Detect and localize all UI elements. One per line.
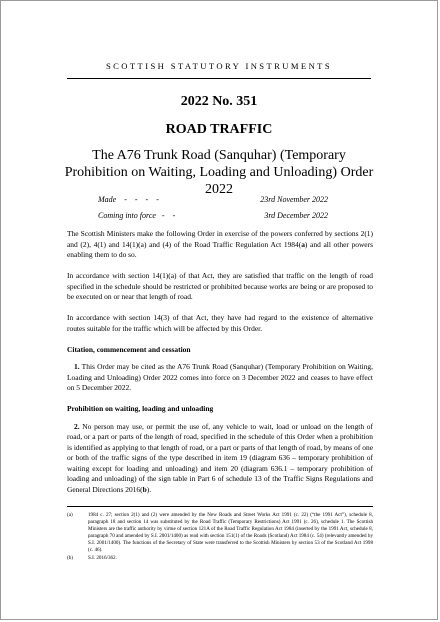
section-2-text-b: ). (146, 484, 152, 494)
made-date-row (98, 195, 328, 211)
dates-block (98, 195, 328, 227)
section-1-heading: Citation, commencement and cessation (67, 344, 191, 354)
section-1-text: This Order may be cited as the A76 Trunk Road (Sanquhar) (Temporary Prohibition on Waiting, Loading and Unloading) Order 2022 comes into force on 3 December 2022 and ceases to have effect on 5 December 2022. (67, 362, 373, 392)
instrument-title: The A76 Trunk Road (Sanquhar) (Temporary Prohibition on Waiting, Loading and Unloading) Order 2022 (64, 148, 374, 197)
footnote-b-mark: (b) (67, 554, 73, 561)
section-2-number: 2. (74, 421, 80, 431)
footnote-b-text: S.I. 2016/362. (88, 554, 117, 561)
heading-rule (67, 78, 371, 79)
footnote-rule (67, 506, 373, 507)
section-1-number: 1. (74, 362, 80, 371)
order-body (67, 229, 373, 506)
made-date: 23rd November 2022 (260, 195, 328, 204)
coming-into-force-date: 3rd December 2022 (264, 211, 328, 220)
section-1-paragraph (67, 362, 373, 394)
preamble-text-a: The Scottish Ministers make the following Order in exercise of the powers conferred by sections 2(1) and (2), 4(1) and 14(1)(a) and (4) of the Road Traffic Regulation Act 1984( (67, 229, 373, 249)
force-date-row (98, 211, 328, 227)
footnote-a-text: 1984 c. 27; section 2(1) and (2) were amended by the New Roads and Street Works Act 1991 (c. 22) (“the 1991 Act”), schedule 8, paragraph 18 and section 14 was substituted by the Road Traffic (Temporary Restrictions) Act 1991 (c. 26), schedule 1. The Scottish Ministers are the traffic authority by virtue of section 121A of the Road Traffic Regulation Act 1984 (inserted by the 1991 Act, schedule 8, paragraph 70 and amended by S.I. 2001/1400) as read with section 151(1) of the Roads (Scotland) Act 1984 (c. 54) (relevantly amended by S.I. 2001/1400). The functions of the Secretary of State were transferred to the Scottish Ministers by section 53 of the Scotland Act 1998 (c. 46). (88, 512, 373, 554)
footnote-ref-a[interactable]: a (301, 239, 305, 249)
footnotes (67, 512, 373, 562)
preamble-paragraph-2: In accordance with section 14(1)(a) of that Act, they are satisfied that traffic on the length of road specified in the schedule should be restricted or prohibited because works are being or are proposed to be executed on or near that length of road. (67, 271, 373, 301)
coming-into-force-label: Coming into force - - (98, 211, 176, 220)
footnote-a (67, 512, 373, 555)
preamble-paragraph-1 (67, 229, 373, 261)
section-2-heading: Prohibition on waiting, loading and unloading (67, 404, 214, 413)
section-2-paragraph (67, 422, 373, 496)
made-label: Made - - - - (98, 195, 159, 204)
instrument-subject: ROAD TRAFFIC (165, 122, 273, 137)
footnote-ref-b[interactable]: b (142, 484, 147, 494)
instrument-number: 2022 No. 351 (180, 94, 258, 109)
preamble-paragraph-3: In accordance with section 14(3) of that Act, they have had regard to the existence of alternative routes suitable for the traffic which will be affected by this Order. (67, 313, 373, 333)
preamble-text-b: ) and all other powers enabling them to do so. (67, 239, 373, 259)
footnote-a-mark: (a) (67, 512, 73, 518)
series-heading: SCOTTISH STATUTORY INSTRUMENTS (105, 61, 332, 71)
section-2-text-a: No person may use, or permit the use of, any vehicle to wait, load or unload on the length of road, or a part or parts of the length of road, specified in the schedule of this Order when a prohibition is identified as applying to that length of road, or a part or parts of that length of road, by means of one or both of the traffic signs of the type described in item 19 (diagram 636 – temporary prohibition of waiting except for loading and unloading) and item 20 (diagram 636.1 – temporary prohibition of loading and unloading) of the sign table in Part 6 of schedule 13 of the Traffic Signs Regulations and General Directions 2016( (67, 421, 373, 494)
footnote-b (67, 555, 373, 562)
